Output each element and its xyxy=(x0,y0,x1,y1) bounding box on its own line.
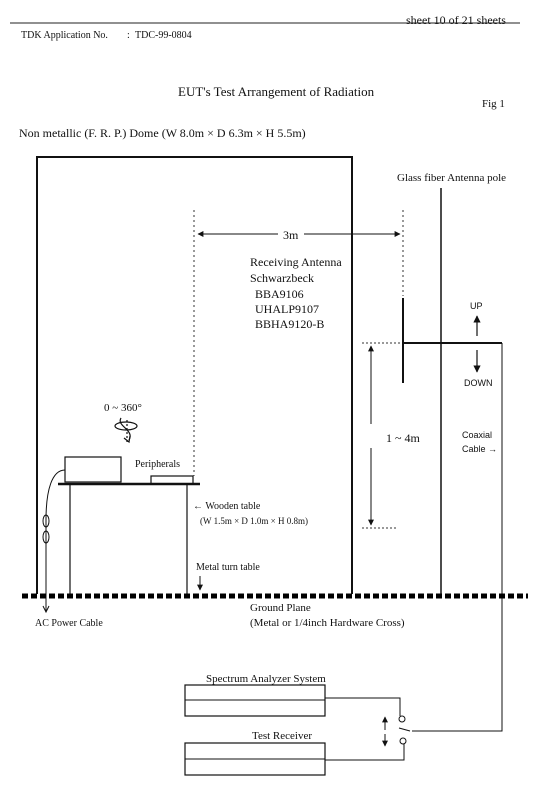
rotation-label: 0 ~ 360° xyxy=(104,402,142,414)
distance-label: 3m xyxy=(283,228,299,242)
spectrum-analyzer-title: Spectrum Analyzer System xyxy=(206,673,326,685)
coaxial-label-line2: Cable → xyxy=(462,444,498,454)
receiving-antenna-model: UHALP9107 xyxy=(255,302,320,316)
ground-plane-subtitle: (Metal or 1/4inch Hardware Cross) xyxy=(250,617,405,629)
receiving-antenna-model: BBA9106 xyxy=(255,287,304,301)
antenna-pole-label: Glass fiber Antenna pole xyxy=(397,172,507,184)
ac-power-cable xyxy=(43,470,65,612)
receiving-antenna-title: Receiving Antenna xyxy=(250,255,342,269)
application-number-label: TDK Application No. xyxy=(21,30,108,41)
page-title: EUT's Test Arrangement of Radiation xyxy=(178,84,375,99)
application-number-separator: : xyxy=(127,30,130,41)
dome-label: Non metallic (F. R. P.) Dome (W 8.0m × D 6.3m × H 5.5m) xyxy=(19,126,306,140)
rotation-icon xyxy=(115,418,137,444)
turn-table-label: Metal turn table xyxy=(196,562,260,573)
coaxial-label-line1: Coaxial xyxy=(462,430,493,440)
wooden-table-label: ← Wooden table xyxy=(193,501,261,512)
peripherals-label: Peripherals xyxy=(135,459,180,470)
up-label: UP xyxy=(470,301,483,311)
height-label: 1 ~ 4m xyxy=(386,431,420,445)
ac-power-cable-label: AC Power Cable xyxy=(35,618,103,629)
application-number: TDC-99-0804 xyxy=(135,30,192,41)
coaxial-cable xyxy=(412,343,502,731)
receiving-antenna-maker: Schwarzbeck xyxy=(250,271,314,285)
receiving-antenna-model: BBHA9120-B xyxy=(255,317,325,331)
eut-box xyxy=(65,457,121,482)
wooden-table-dims: (W 1.5m × D 1.0m × H 0.8m) xyxy=(200,516,308,526)
sheet-number: sheet 10 of 21 sheets xyxy=(406,13,506,27)
test-receiver-title: Test Receiver xyxy=(252,730,313,742)
selector-switch xyxy=(325,698,410,760)
ground-plane-title: Ground Plane xyxy=(250,602,311,614)
figure-label: Fig 1 xyxy=(482,98,505,110)
down-label: DOWN xyxy=(464,378,493,388)
